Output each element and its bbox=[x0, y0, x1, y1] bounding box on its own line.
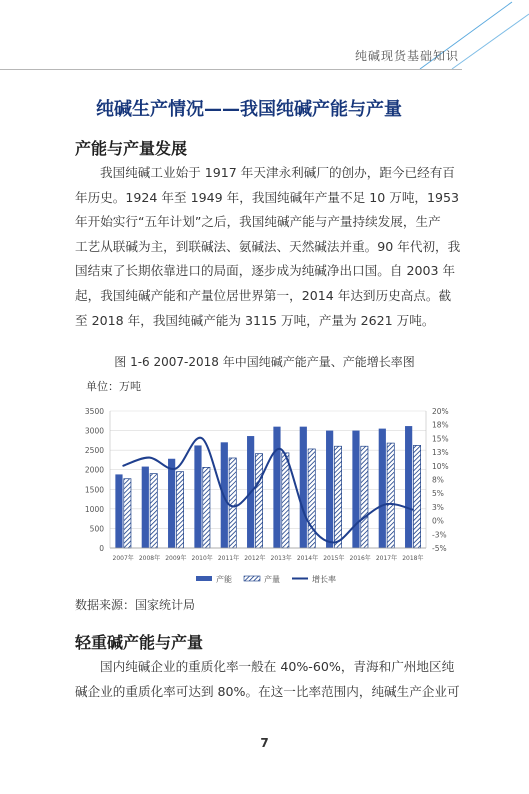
left-axis-tick-label: 1000 bbox=[84, 504, 104, 514]
growth-rate-point bbox=[412, 509, 414, 511]
growth-rate-point bbox=[386, 503, 388, 505]
bar-capacity bbox=[300, 427, 307, 548]
growth-rate-point bbox=[228, 503, 230, 505]
bar-capacity bbox=[326, 431, 333, 548]
x-axis-tick-label: 2015年 bbox=[323, 555, 345, 562]
right-axis-tick-label: 0% bbox=[432, 516, 444, 526]
right-axis-tick-label: 3% bbox=[432, 502, 444, 512]
growth-rate-point bbox=[254, 487, 256, 489]
bar-capacity bbox=[405, 426, 412, 548]
bar-production bbox=[229, 458, 236, 548]
bar-production bbox=[387, 443, 394, 548]
x-axis-tick-label: 2011年 bbox=[217, 555, 240, 562]
subheading-light-heavy-soda: 轻重碱产能与产量 bbox=[75, 633, 204, 652]
paragraph-line: 碱企业的重质化率可达到 80%。在这一比率范围内，纯碱生产企业可 bbox=[75, 683, 460, 699]
legend-label-production: 产量 bbox=[264, 575, 280, 584]
right-axis-tick-label: -3% bbox=[432, 530, 447, 540]
growth-rate-point bbox=[175, 468, 177, 470]
paragraph-line: 至 2018 年，我国纯碱产能为 3115 万吨，产量为 2621 万吨。 bbox=[75, 312, 435, 328]
bar-capacity bbox=[142, 467, 149, 548]
bar-capacity bbox=[194, 445, 201, 548]
growth-rate-point bbox=[280, 448, 282, 450]
x-axis-tick-label: 2013年 bbox=[270, 555, 292, 562]
page-number: 7 bbox=[260, 736, 269, 750]
accent-line-2 bbox=[452, 14, 529, 69]
bar-production bbox=[150, 474, 157, 548]
legend-swatch-production bbox=[244, 576, 260, 581]
running-header: 纯碱现货基础知识 bbox=[354, 49, 459, 63]
x-axis-tick-label: 2016年 bbox=[349, 555, 371, 562]
figure-caption: 图 1-6 2007-2018 年中国纯碱产能产量、产能增长率图 bbox=[114, 355, 415, 369]
growth-rate-point bbox=[201, 438, 203, 440]
header-rule bbox=[0, 69, 462, 70]
chart-legend bbox=[196, 574, 336, 584]
x-axis-tick-label: 2007年 bbox=[112, 555, 134, 562]
right-axis-tick-label: 20% bbox=[432, 407, 449, 416]
decorative-corner-lines bbox=[0, 0, 529, 80]
bar-capacity bbox=[273, 427, 280, 548]
right-axis-tick-label: 8% bbox=[432, 475, 444, 485]
left-axis-tick-label: 3000 bbox=[84, 426, 104, 436]
paragraph-heavy-soda-ratio bbox=[75, 655, 465, 704]
right-axis-tick-label: 15% bbox=[432, 434, 449, 444]
growth-rate-point bbox=[122, 465, 124, 467]
bar-capacity bbox=[115, 474, 122, 548]
chart-unit-label: 单位：万吨 bbox=[86, 380, 141, 393]
right-axis-tick-label: 5% bbox=[432, 489, 444, 499]
right-axis-tick-label: 18% bbox=[432, 420, 449, 430]
x-axis-tick-label: 2014年 bbox=[296, 555, 319, 562]
x-axis-tick-label: 2008年 bbox=[138, 555, 161, 562]
growth-rate-point bbox=[149, 457, 151, 459]
bar-production bbox=[124, 479, 131, 548]
x-axis-tick-label: 2017年 bbox=[375, 555, 398, 562]
data-source-note: 数据来源：国家统计局 bbox=[75, 598, 196, 612]
legend-label-growth: 增长率 bbox=[312, 575, 336, 584]
bar-production bbox=[255, 454, 262, 548]
paragraph-line: 工艺从联碱为主，到联碱法、氨碱法、天然碱法并重。90 年代初，我 bbox=[75, 238, 461, 254]
left-axis-tick-label: 2500 bbox=[84, 446, 104, 456]
left-axis-tick-label: 500 bbox=[89, 524, 104, 534]
bar-production bbox=[361, 446, 368, 548]
subheading-capacity-development: 产能与产量发展 bbox=[75, 139, 188, 158]
chart-growth-line bbox=[122, 438, 413, 544]
bar-production bbox=[282, 453, 289, 548]
growth-rate-line bbox=[123, 438, 413, 543]
legend-label-capacity: 产能 bbox=[216, 575, 232, 584]
bar-capacity bbox=[168, 459, 175, 548]
chart-bars bbox=[115, 426, 420, 548]
right-axis-tick-label: -5% bbox=[432, 544, 447, 553]
bar-capacity bbox=[352, 431, 359, 548]
section-title: 纯碱生产情况——我国纯碱产能与产量 bbox=[96, 99, 402, 120]
x-axis-tick-label: 2010年 bbox=[191, 555, 213, 562]
capacity-production-chart bbox=[76, 396, 466, 594]
growth-rate-point bbox=[359, 520, 361, 522]
paragraph-line: 国内纯碱企业的重质化率一般在 40%-60%，青海和广州地区纯 bbox=[100, 659, 455, 674]
growth-rate-point bbox=[307, 520, 309, 522]
x-axis-tick-label: 2018年 bbox=[402, 555, 424, 562]
x-axis-tick-label: 2009年 bbox=[165, 555, 187, 562]
legend-swatch-capacity bbox=[196, 576, 212, 581]
left-axis-tick-label: 2000 bbox=[84, 465, 104, 475]
paragraph-line: 起，我国纯碱产能和产量位居世界第一，2014 年达到历史高点。截 bbox=[75, 287, 452, 303]
right-axis-tick-label: 10% bbox=[432, 461, 449, 471]
paragraph-line: 年开始实行“五年计划”之后，我国纯碱产能与产量持续发展，生产 bbox=[75, 214, 441, 230]
bar-production bbox=[334, 446, 341, 548]
left-axis-tick-label: 1500 bbox=[84, 485, 104, 495]
paragraph-line: 年历史。1924 年至 1949 年，我国纯碱年产量不足 10 万吨，1953 bbox=[75, 189, 460, 205]
growth-rate-point bbox=[333, 542, 335, 544]
bar-production bbox=[308, 449, 315, 548]
left-axis-tick-label: 0 bbox=[99, 544, 104, 553]
bar-production bbox=[203, 467, 210, 548]
bar-capacity bbox=[379, 429, 386, 548]
left-axis-tick-label: 3500 bbox=[84, 407, 104, 416]
bar-production bbox=[413, 445, 420, 548]
paragraph-line: 我国纯碱工业始于 1917 年天津永利碱厂的创办，距今已经有百 bbox=[100, 165, 455, 180]
right-axis-tick-label: 13% bbox=[432, 448, 449, 458]
paragraph-line: 国结束了长期依靠进口的局面，逐步成为纯碱净出口国。自 2003 年 bbox=[75, 263, 456, 279]
paragraph-capacity-history bbox=[75, 161, 465, 333]
bar-production bbox=[176, 472, 183, 548]
x-axis-tick-label: 2012年 bbox=[244, 555, 266, 562]
